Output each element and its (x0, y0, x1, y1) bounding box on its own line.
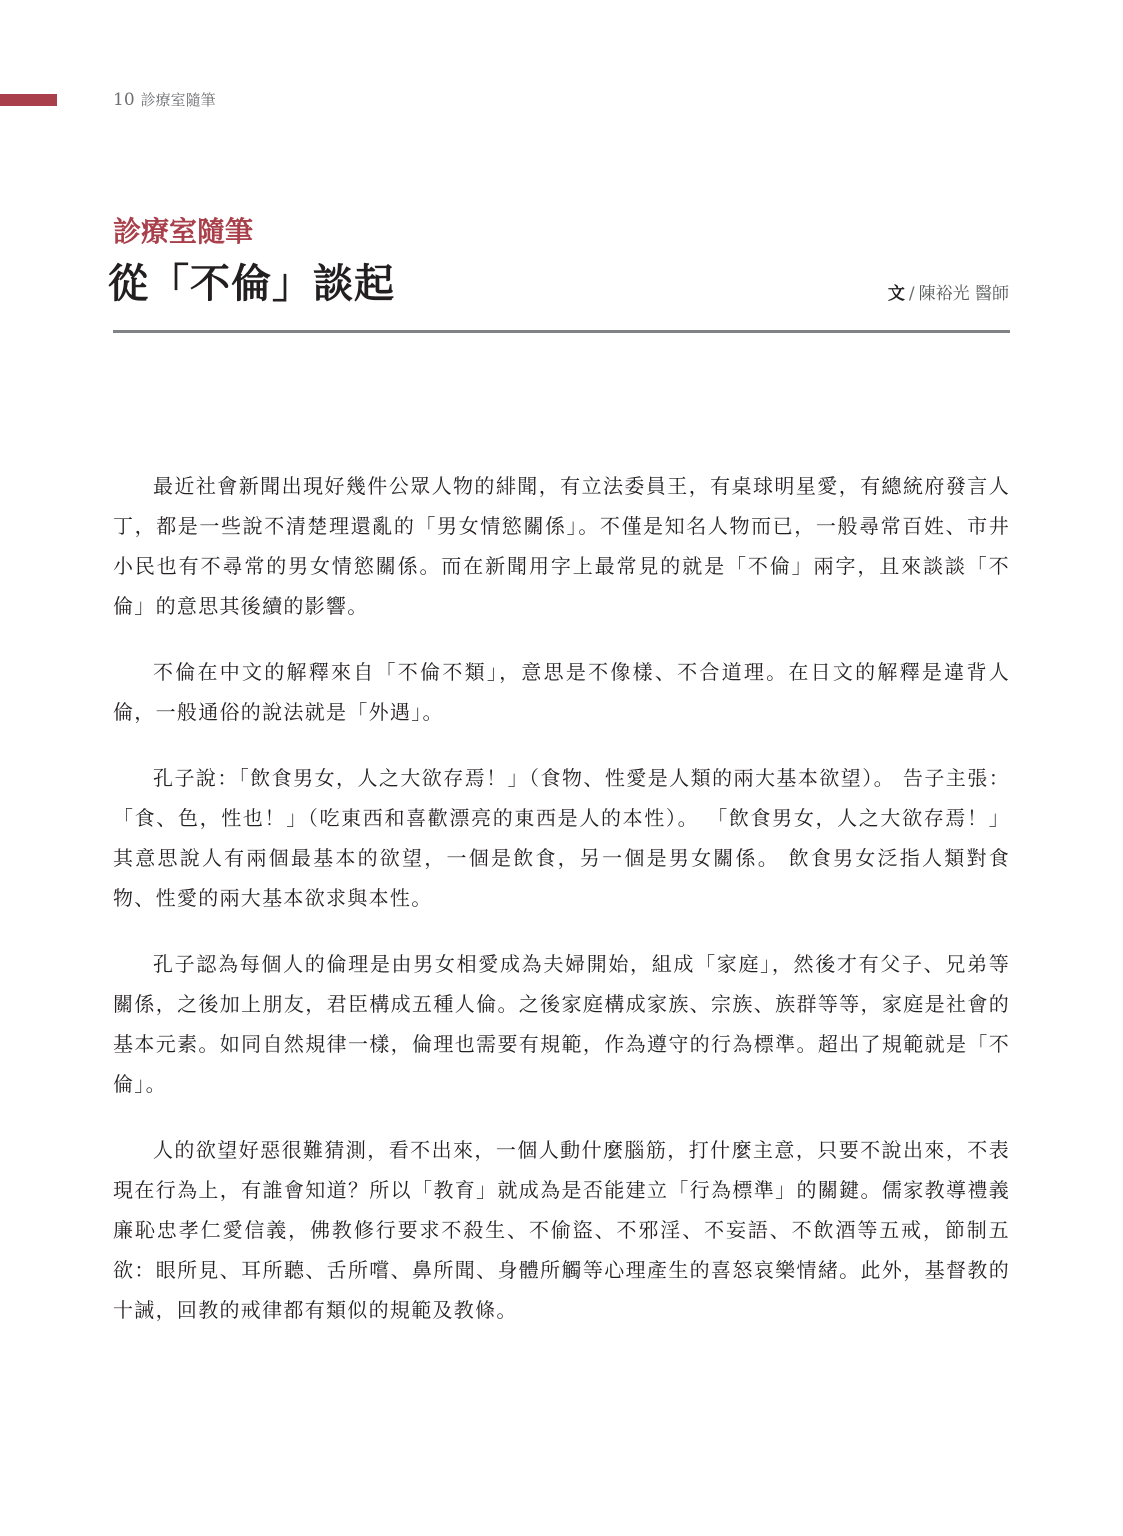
byline (888, 282, 1009, 306)
title-divider (113, 330, 1010, 333)
column-label: 診療室隨筆 (113, 215, 254, 248)
section-name: 診療室隨筆 (140, 91, 216, 109)
paragraph: 孔子認為每個人的倫理是由男女相愛成為夫婦開始，組成「家庭」，然後才有父子、兄弟等關係，之後加上朋友，君臣構成五種人倫。之後家庭構成家族、宗族、族群等等，家庭是社會的基本元素。如同自然規律一樣，倫理也需要有規範，作為遵守的行為標準。超出了規範就是「不倫」。 (113, 952, 1010, 1096)
page-number: 10 (113, 90, 135, 110)
article-title: 從「不倫」談起 (108, 261, 395, 307)
paragraph: 人的欲望好惡很難猜測，看不出來，一個人動什麼腦筋，打什麼主意，只要不說出來，不表現在行為上，有誰會知道？所以「教育」就成為是否能建立「行為標準」的關鍵。儒家教導禮義廉恥忠孝仁愛信義，佛教修行要求不殺生、不偷盜、不邪淫、不妄語、不飲酒等五戒，節制五欲：眼所見、耳所聽、舌所嚐、鼻所聞、身體所觸等心理產生的喜怒哀樂情緒。此外，基督教的十誡，回教的戒律都有類似的規範及教條。 (113, 1138, 1010, 1322)
byline-prefix: 文 (887, 284, 905, 304)
running-header (113, 90, 216, 110)
article-body (113, 466, 1010, 1356)
byline-author: 陳裕光 醫師 (918, 284, 1009, 304)
paragraph: 最近社會新聞出現好幾件公眾人物的緋聞，有立法委員王，有桌球明星愛，有總統府發言人丁，都是一些說不清楚理還亂的「男女情慾關係」。不僅是知名人物而已，一般尋常百姓、市井小民也有不尋常的男女情慾關係。而在新聞用字上最常見的就是「不倫」兩字，且來談談「不倫」的意思其後續的影響。 (113, 474, 1010, 618)
byline-separator: / (908, 284, 915, 304)
header-accent-bar (0, 94, 57, 106)
paragraph: 孔子說：「飲食男女，人之大欲存焉！」（食物、性愛是人類的兩大基本欲望）。 告子主張：「食、色，性也！」（吃東西和喜歡漂亮的東西是人的本性）。 「飲食男女，人之大欲存焉！」其意思說人有兩個最基本的欲望，一個是飲食，另一個是男女關係。 飲食男女泛指人類對食物、性愛的兩大基本欲求與本性。 (113, 766, 1010, 910)
paragraph: 不倫在中文的解釋來自「不倫不類」，意思是不像樣、不合道理。在日文的解釋是違背人倫，一般通俗的說法就是「外遇」。 (113, 660, 1010, 724)
